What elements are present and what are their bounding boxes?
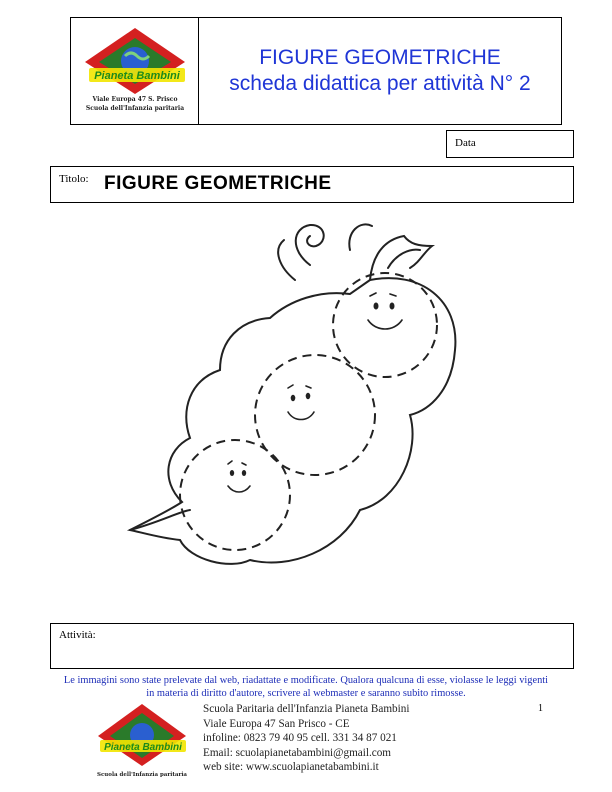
title-line1: FIGURE GEOMETRICHE: [259, 46, 501, 69]
title-line2: scheda didattica per attività N° 2: [229, 72, 531, 95]
footer-contact-info: [203, 702, 409, 775]
date-field[interactable]: [446, 130, 574, 158]
disclaimer-line2: in materia di diritto d'autore, scrivere al webmaster e saranno subito rimosse.: [146, 688, 466, 699]
logo-text: Pianeta Bambini: [94, 70, 180, 82]
footer-school-name: Scuola Paritaria dell'Infanzia Pianeta Bambini: [203, 703, 410, 715]
footer-website[interactable]: web site: www.scuolapianetabambini.it: [203, 761, 379, 774]
school-logo: [81, 26, 189, 96]
title-value: FIGURE GEOMETRICHE: [104, 173, 332, 194]
header-title: [199, 18, 561, 124]
footer-logo-text: Pianeta Bambini: [104, 742, 182, 753]
footer-logo-caption: Scuola dell'Infanzia paritaria: [96, 772, 188, 778]
page-number: 1: [538, 703, 543, 714]
logo-caption-line2: Scuola dell'Infanzia paritaria: [85, 105, 185, 112]
disclaimer-line1: Le immagini sono state prelevate dal web, riadattate e modificate. Qualora qualcuna di esse, violasse le leggi vigenti: [63, 675, 549, 686]
activity-field[interactable]: [50, 623, 574, 669]
footer-email[interactable]: Email: scuolapianetabambini@gmail.com: [203, 746, 392, 759]
logo-caption: [75, 95, 195, 113]
header-box: [70, 17, 562, 125]
footer-phone: infoline: 0823 79 40 95 cell. 331 34 87 021: [203, 732, 397, 745]
footer-school-logo: [92, 700, 192, 780]
title-label: Titolo:: [59, 173, 89, 185]
logo-cell: [71, 18, 199, 124]
date-label: Data: [455, 137, 476, 149]
title-field[interactable]: [50, 166, 574, 203]
logo-caption-line1: Viale Europa 47 S. Prisco: [92, 96, 178, 103]
activity-label: Attività:: [59, 629, 96, 641]
footer-address: Viale Europa 47 San Prisco - CE: [203, 717, 350, 730]
copyright-disclaimer: [20, 674, 592, 700]
pea-pod-illustration: [120, 210, 480, 600]
